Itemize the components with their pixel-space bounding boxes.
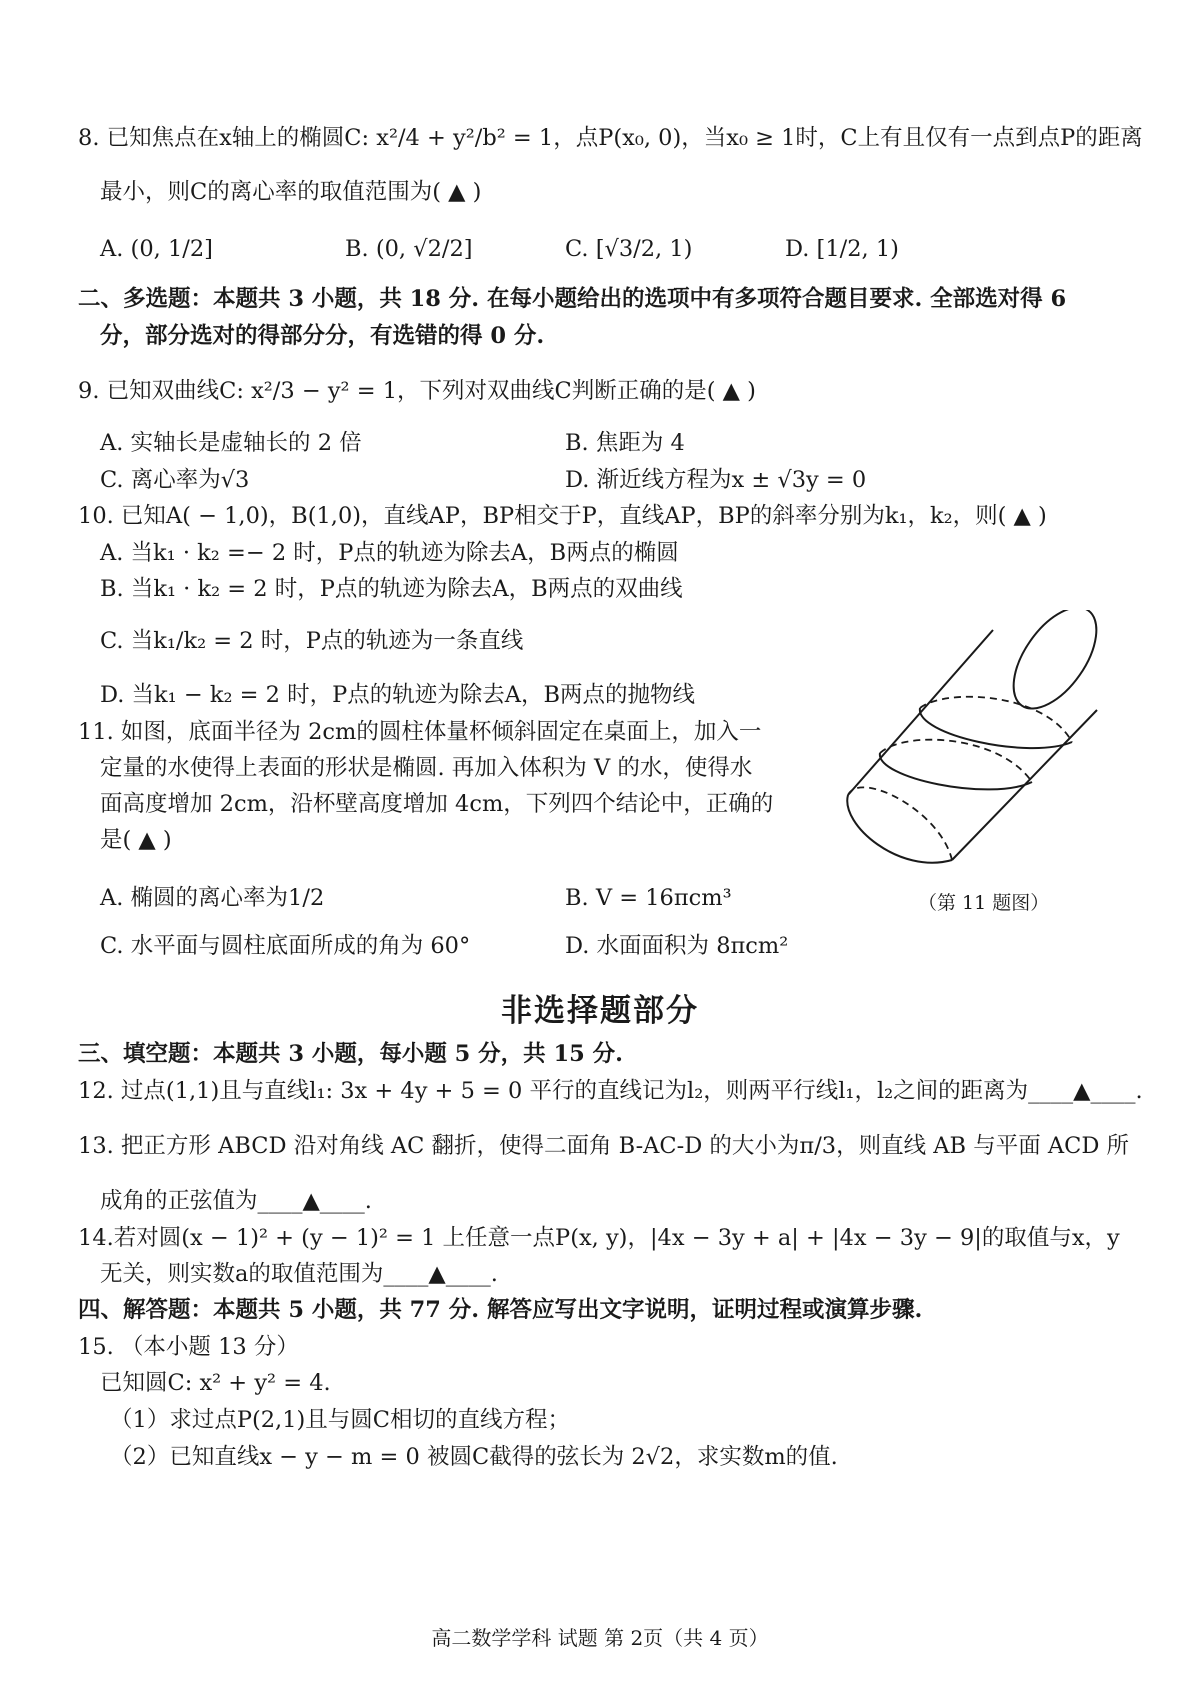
q9-stem: 9. 已知双曲线C: x²/3 − y² = 1，下列对双曲线C判断正确的是( ▲ ): [78, 378, 756, 404]
section2-line-2: 分，部分选对的得部分分，有选错的得 0 分.: [100, 323, 545, 349]
q10-option-c: C. 当k₁/k₂ = 2 时，P点的轨迹为一条直线: [100, 628, 524, 654]
q9-option-d: D. 渐近线方程为x ± √3y = 0: [565, 467, 867, 493]
q13-line-1: 13. 把正方形 ABCD 沿对角线 AC 翻折，使得二面角 B-AC-D 的大小为π/3，则直线 AB 与平面 ACD 所: [78, 1133, 1130, 1159]
q10-stem: 10. 已知A( − 1,0)，B(1,0)，直线AP，BP相交于P，直线AP，BP的斜率分别为k₁，k₂，则( ▲ ): [78, 503, 1047, 529]
figure-caption: （第 11 题图）: [918, 892, 1050, 914]
q10-option-d: D. 当k₁ − k₂ = 2 时，P点的轨迹为除去A，B两点的抛物线: [100, 682, 696, 708]
q10-option-a: A. 当k₁ · k₂ =− 2 时，P点的轨迹为除去A，B两点的椭圆: [100, 540, 679, 566]
q9-option-a: A. 实轴长是虚轴长的 2 倍: [100, 430, 362, 456]
q9-option-b: B. 焦距为 4: [565, 430, 685, 456]
q14-line-1: 14.若对圆(x − 1)² + (y − 1)² = 1 上任意一点P(x, y)，|4x − 3y + a| + |4x − 3y − 9|的取值与x，y: [78, 1225, 1120, 1251]
section2-line-1: 二、多选题：本题共 3 小题，共 18 分. 在每小题给出的选项中有多项符合题目要求. 全部选对得 6: [78, 286, 1067, 312]
q15-given: 已知圆C: x² + y² = 4.: [100, 1370, 331, 1396]
q8-option-a: A. (0, 1/2]: [100, 236, 213, 262]
part-title: 非选择题部分: [501, 993, 699, 1029]
q15-part-2: （2）已知直线x − y − m = 0 被圆C截得的弦长为 2√2，求实数m的值.: [110, 1444, 838, 1470]
q10-option-b: B. 当k₁ · k₂ = 2 时，P点的轨迹为除去A，B两点的双曲线: [100, 576, 683, 602]
q14-line-2: 无关，则实数a的取值范围为____▲____.: [100, 1261, 498, 1287]
q11-line-4: 是( ▲ ): [100, 827, 172, 853]
q11-option-d: D. 水面面积为 8πcm²: [565, 933, 789, 959]
q8-line-1: 8. 已知焦点在x轴上的椭圆C: x²/4 + y²/b² = 1，点P(x₀, 0)，当x₀ ≥ 1时，C上有且仅有一点到点P的距离: [78, 125, 1143, 151]
q12: 12. 过点(1,1)且与直线l₁: 3x + 4y + 5 = 0 平行的直线记为l₂，则两平行线l₁，l₂之间的距离为____▲____.: [78, 1078, 1143, 1104]
q13-line-2: 成角的正弦值为____▲____.: [100, 1188, 372, 1214]
q15-header: 15. （本小题 13 分）: [78, 1334, 299, 1360]
q11-option-a: A. 椭圆的离心率为1/2: [100, 885, 325, 911]
q8-line-2: 最小，则C的离心率的取值范围为( ▲ ): [100, 179, 482, 205]
q8-option-c: C. [√3/2, 1): [565, 236, 693, 262]
q11-line-3: 面高度增加 2cm，沿杯壁高度增加 4cm，下列四个结论中，正确的: [100, 791, 774, 817]
section4-heading: 四、解答题：本题共 5 小题，共 77 分. 解答应写出文字说明，证明过程或演算步骤.: [78, 1297, 923, 1323]
q15-part-1: （1）求过点P(2,1)且与圆C相切的直线方程；: [110, 1407, 571, 1433]
q11-option-b: B. V = 16πcm³: [565, 885, 732, 911]
q9-option-c: C. 离心率为√3: [100, 467, 250, 493]
tilted-cylinder-figure: [840, 610, 1110, 874]
q8-option-b: B. (0, √2/2]: [345, 236, 473, 262]
q11-line-2: 定量的水使得上表面的形状是椭圆. 再加入体积为 V 的水，使得水: [100, 755, 753, 781]
q8-option-d: D. [1/2, 1): [785, 236, 899, 262]
section3-heading: 三、填空题：本题共 3 小题，每小题 5 分，共 15 分.: [78, 1041, 623, 1067]
q11-option-c: C. 水平面与圆柱底面所成的角为 60°: [100, 933, 471, 959]
q11-line-1: 11. 如图，底面半径为 2cm的圆柱体量杯倾斜固定在桌面上，加入一: [78, 719, 762, 745]
page-footer: 高二数学学科 试题 第 2页（共 4 页）: [431, 1626, 769, 1650]
